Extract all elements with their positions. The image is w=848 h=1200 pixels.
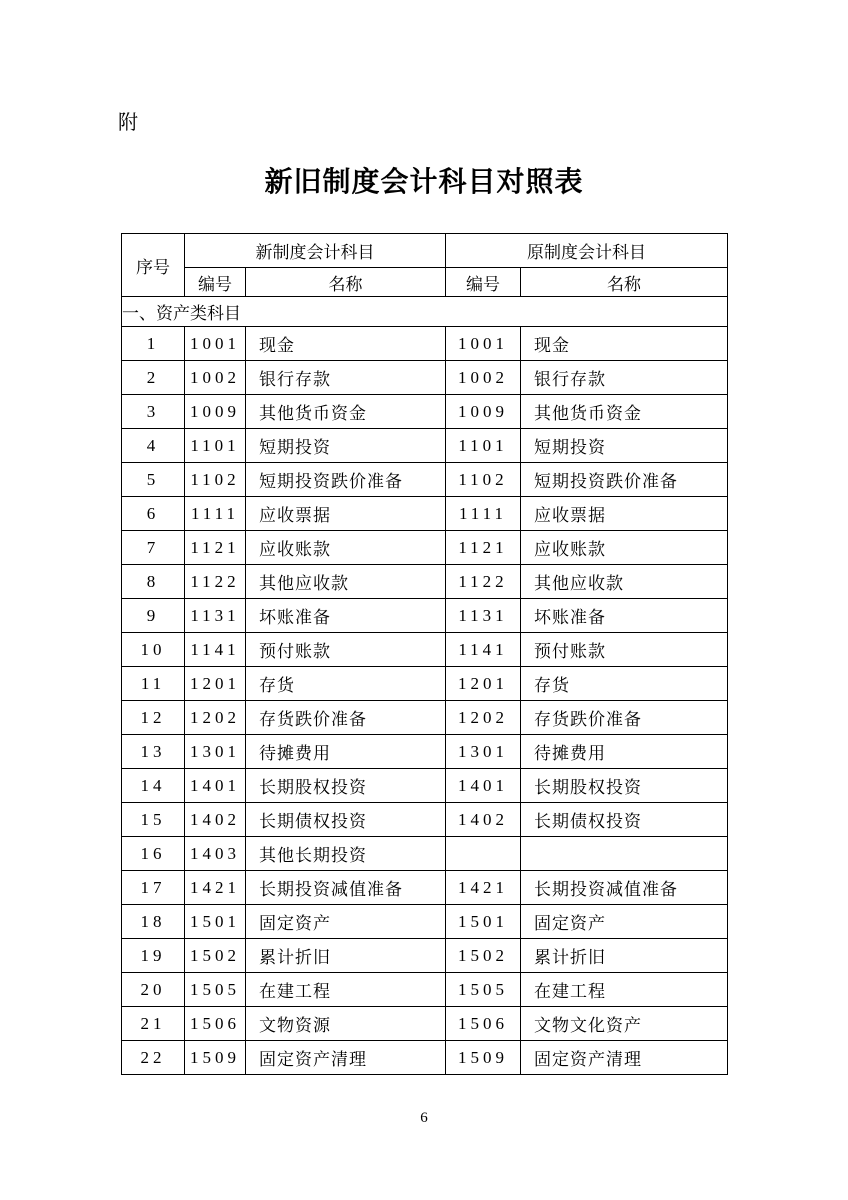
cell-serial: 11: [122, 667, 185, 701]
cell-new-name: 坏账准备: [246, 599, 446, 633]
cell-new-code: 1403: [185, 837, 246, 871]
cell-old-code: 1502: [446, 939, 521, 973]
cell-new-code: 1401: [185, 769, 246, 803]
cell-old-name: 其他货币资金: [521, 395, 728, 429]
cell-old-code: 1506: [446, 1007, 521, 1041]
table-row: [122, 361, 728, 395]
cell-new-name: 现金: [246, 327, 446, 361]
cell-new-name: 应收账款: [246, 531, 446, 565]
cell-new-name: 长期股权投资: [246, 769, 446, 803]
table-row: [122, 497, 728, 531]
cell-new-name: 固定资产清理: [246, 1041, 446, 1075]
cell-old-name: 累计折旧: [521, 939, 728, 973]
cell-old-name: 固定资产清理: [521, 1041, 728, 1075]
cell-old-name: 预付账款: [521, 633, 728, 667]
cell-old-code: 1201: [446, 667, 521, 701]
cell-new-code: 1002: [185, 361, 246, 395]
cell-old-name: 存货跌价准备: [521, 701, 728, 735]
cell-old-code: 1102: [446, 463, 521, 497]
table-row: [122, 837, 728, 871]
table-row: [122, 531, 728, 565]
cell-new-name: 文物资源: [246, 1007, 446, 1041]
header-new-system-group: 新制度会计科目: [185, 234, 446, 268]
table-row: [122, 735, 728, 769]
cell-serial: 4: [122, 429, 185, 463]
cell-serial: 3: [122, 395, 185, 429]
cell-new-code: 1505: [185, 973, 246, 1007]
header-old-name: 名称: [521, 268, 728, 297]
cell-serial: 12: [122, 701, 185, 735]
header-serial: 序号: [122, 234, 185, 297]
cell-old-name: 其他应收款: [521, 565, 728, 599]
table-header: [122, 234, 728, 297]
cell-old-name: 现金: [521, 327, 728, 361]
cell-new-name: 其他长期投资: [246, 837, 446, 871]
table-row: [122, 905, 728, 939]
cell-serial: 21: [122, 1007, 185, 1041]
cell-old-code: 1001: [446, 327, 521, 361]
cell-serial: 7: [122, 531, 185, 565]
cell-new-name: 其他应收款: [246, 565, 446, 599]
cell-serial: 1: [122, 327, 185, 361]
table-row: [122, 803, 728, 837]
attachment-label: 附: [118, 112, 138, 134]
cell-serial: 20: [122, 973, 185, 1007]
cell-old-code: 1121: [446, 531, 521, 565]
cell-old-code: 1401: [446, 769, 521, 803]
cell-new-code: 1009: [185, 395, 246, 429]
header-old-system-group: 原制度会计科目: [446, 234, 728, 268]
cell-old-name: 应收票据: [521, 497, 728, 531]
cell-new-code: 1111: [185, 497, 246, 531]
table-row: [122, 463, 728, 497]
cell-serial: 22: [122, 1041, 185, 1075]
cell-new-name: 累计折旧: [246, 939, 446, 973]
cell-new-name: 固定资产: [246, 905, 446, 939]
header-old-code: 编号: [446, 268, 521, 297]
table-row: [122, 429, 728, 463]
cell-serial: 16: [122, 837, 185, 871]
cell-new-name: 待摊费用: [246, 735, 446, 769]
header-row-subcolumns: [122, 268, 728, 297]
cell-old-code: 1402: [446, 803, 521, 837]
cell-serial: 18: [122, 905, 185, 939]
cell-old-name: 银行存款: [521, 361, 728, 395]
cell-old-code: 1009: [446, 395, 521, 429]
cell-old-name: 短期投资: [521, 429, 728, 463]
cell-new-code: 1501: [185, 905, 246, 939]
cell-old-code: 1509: [446, 1041, 521, 1075]
cell-new-name: 长期投资减值准备: [246, 871, 446, 905]
cell-old-code: 1202: [446, 701, 521, 735]
cell-serial: 2: [122, 361, 185, 395]
cell-new-name: 短期投资跌价准备: [246, 463, 446, 497]
cell-serial: 14: [122, 769, 185, 803]
section-header-assets: 一、资产类科目: [122, 297, 728, 327]
cell-old-name: 待摊费用: [521, 735, 728, 769]
cell-new-name: 银行存款: [246, 361, 446, 395]
cell-new-name: 长期债权投资: [246, 803, 446, 837]
cell-new-code: 1001: [185, 327, 246, 361]
cell-new-name: 预付账款: [246, 633, 446, 667]
cell-old-code: 1002: [446, 361, 521, 395]
header-new-name: 名称: [246, 268, 446, 297]
comparison-table-wrapper: [121, 233, 728, 1075]
table-row: [122, 701, 728, 735]
header-row-groups: [122, 234, 728, 268]
cell-new-name: 存货跌价准备: [246, 701, 446, 735]
cell-new-name: 在建工程: [246, 973, 446, 1007]
cell-new-name: 其他货币资金: [246, 395, 446, 429]
table-row: [122, 1007, 728, 1041]
cell-old-code: 1101: [446, 429, 521, 463]
cell-old-name: 短期投资跌价准备: [521, 463, 728, 497]
table-row: [122, 633, 728, 667]
table-row: [122, 599, 728, 633]
cell-new-name: 应收票据: [246, 497, 446, 531]
cell-old-code: 1505: [446, 973, 521, 1007]
cell-old-name: 存货: [521, 667, 728, 701]
cell-new-code: 1402: [185, 803, 246, 837]
table-row: [122, 327, 728, 361]
section-header-row: [122, 297, 728, 327]
page-title: 新旧制度会计科目对照表: [264, 167, 584, 198]
cell-old-code: 1131: [446, 599, 521, 633]
cell-old-code: [446, 837, 521, 871]
cell-old-name: 长期债权投资: [521, 803, 728, 837]
cell-serial: 10: [122, 633, 185, 667]
cell-serial: 17: [122, 871, 185, 905]
cell-new-code: 1502: [185, 939, 246, 973]
cell-new-code: 1301: [185, 735, 246, 769]
cell-old-code: 1301: [446, 735, 521, 769]
cell-old-name: 应收账款: [521, 531, 728, 565]
cell-new-code: 1101: [185, 429, 246, 463]
cell-new-code: 1506: [185, 1007, 246, 1041]
cell-serial: 5: [122, 463, 185, 497]
cell-serial: 19: [122, 939, 185, 973]
cell-new-code: 1102: [185, 463, 246, 497]
cell-new-name: 存货: [246, 667, 446, 701]
cell-old-code: 1111: [446, 497, 521, 531]
table-row: [122, 565, 728, 599]
cell-old-name: [521, 837, 728, 871]
cell-serial: 15: [122, 803, 185, 837]
cell-new-code: 1122: [185, 565, 246, 599]
table-body: [122, 297, 728, 1075]
table-row: [122, 1041, 728, 1075]
cell-new-code: 1121: [185, 531, 246, 565]
page-number: 6: [420, 1110, 428, 1126]
cell-new-code: 1421: [185, 871, 246, 905]
cell-old-name: 在建工程: [521, 973, 728, 1007]
cell-old-name: 长期股权投资: [521, 769, 728, 803]
table-row: [122, 667, 728, 701]
table-row: [122, 395, 728, 429]
cell-old-code: 1122: [446, 565, 521, 599]
cell-serial: 6: [122, 497, 185, 531]
table-row: [122, 939, 728, 973]
cell-new-code: 1202: [185, 701, 246, 735]
table-row: [122, 871, 728, 905]
cell-new-code: 1131: [185, 599, 246, 633]
header-new-code: 编号: [185, 268, 246, 297]
cell-serial: 9: [122, 599, 185, 633]
cell-old-name: 文物文化资产: [521, 1007, 728, 1041]
table-row: [122, 973, 728, 1007]
cell-serial: 13: [122, 735, 185, 769]
cell-new-name: 短期投资: [246, 429, 446, 463]
cell-old-name: 固定资产: [521, 905, 728, 939]
cell-new-code: 1509: [185, 1041, 246, 1075]
comparison-table: [121, 233, 728, 1075]
cell-new-code: 1201: [185, 667, 246, 701]
cell-old-name: 坏账准备: [521, 599, 728, 633]
cell-old-code: 1501: [446, 905, 521, 939]
cell-old-code: 1421: [446, 871, 521, 905]
cell-old-name: 长期投资减值准备: [521, 871, 728, 905]
cell-new-code: 1141: [185, 633, 246, 667]
cell-old-code: 1141: [446, 633, 521, 667]
cell-serial: 8: [122, 565, 185, 599]
table-row: [122, 769, 728, 803]
